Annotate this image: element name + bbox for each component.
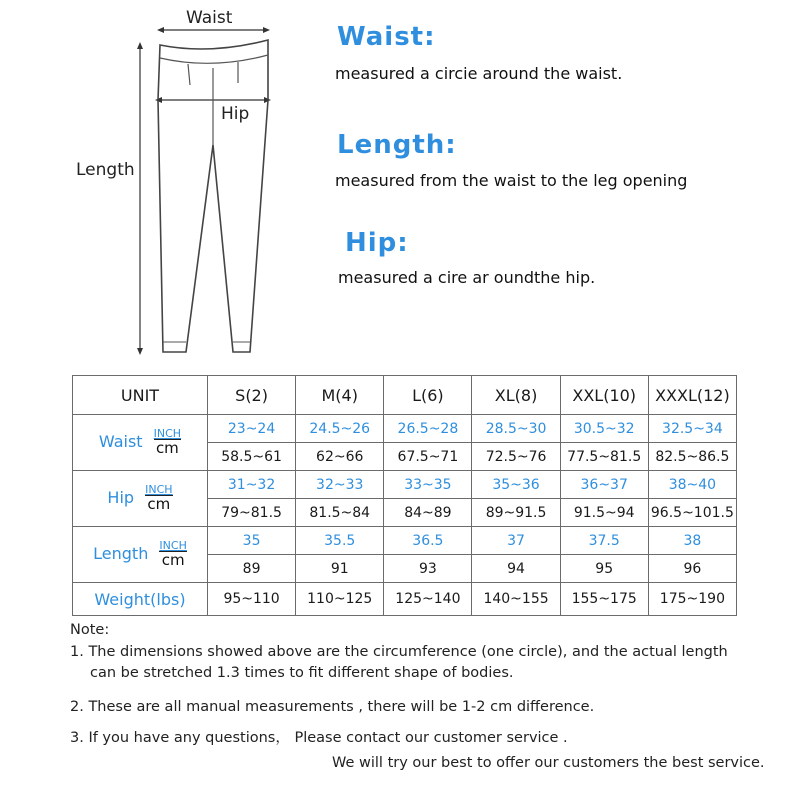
table-cell: 125~140 bbox=[384, 583, 472, 616]
length-heading: Length: bbox=[337, 130, 457, 160]
table-cell: 67.5~71 bbox=[384, 443, 472, 471]
table-cell: 84~89 bbox=[384, 499, 472, 527]
table-row-hip-inch bbox=[73, 471, 737, 499]
table-cell: 36~37 bbox=[560, 471, 648, 499]
table-cell: 38~40 bbox=[648, 471, 736, 499]
unit-header: UNIT bbox=[73, 376, 208, 415]
table-cell: 94 bbox=[472, 555, 560, 583]
table-cell: 32.5~34 bbox=[648, 415, 736, 443]
note-item-1-continued: can be stretched 1.3 times to fit different shape of bodies. bbox=[90, 665, 514, 681]
waist-description: measured a circie around the waist. bbox=[335, 64, 623, 83]
pants-illustration bbox=[0, 0, 320, 365]
unit-inch: INCH bbox=[159, 538, 187, 552]
unit-cm: cm bbox=[159, 551, 186, 569]
table-row-length-inch bbox=[73, 527, 737, 555]
row-label-text: Hip bbox=[107, 488, 135, 507]
size-header: XL(8) bbox=[472, 376, 560, 415]
table-cell: 95~110 bbox=[208, 583, 296, 616]
table-cell: 77.5~81.5 bbox=[560, 443, 648, 471]
table-cell: 96.5~101.5 bbox=[648, 499, 736, 527]
table-cell: 35 bbox=[208, 527, 296, 555]
table-cell: 38 bbox=[648, 527, 736, 555]
table-cell: 32~33 bbox=[296, 471, 384, 499]
table-cell: 23~24 bbox=[208, 415, 296, 443]
table-cell: 24.5~26 bbox=[296, 415, 384, 443]
size-header: S(2) bbox=[208, 376, 296, 415]
notes-title: Note: bbox=[70, 622, 110, 638]
size-header: M(4) bbox=[296, 376, 384, 415]
table-cell: 30.5~32 bbox=[560, 415, 648, 443]
table-cell: 155~175 bbox=[560, 583, 648, 616]
table-cell: 82.5~86.5 bbox=[648, 443, 736, 471]
row-label-waist bbox=[73, 415, 208, 471]
table-cell: 93 bbox=[384, 555, 472, 583]
table-cell: 140~155 bbox=[472, 583, 560, 616]
hip-label: Hip bbox=[221, 104, 250, 124]
table-cell: 37 bbox=[472, 527, 560, 555]
note-item-1: 1. The dimensions showed above are the circumference (one circle), and the actual length bbox=[70, 644, 728, 660]
size-header: XXL(10) bbox=[560, 376, 648, 415]
table-cell: 91.5~94 bbox=[560, 499, 648, 527]
hip-heading: Hip: bbox=[345, 228, 409, 258]
size-header: XXXL(12) bbox=[648, 376, 736, 415]
unit-inch: INCH bbox=[153, 426, 182, 440]
table-cell: 62~66 bbox=[296, 443, 384, 471]
unit-inch: INCH bbox=[145, 482, 173, 496]
size-chart-table bbox=[72, 375, 737, 616]
table-cell: 96 bbox=[648, 555, 736, 583]
table-cell: 175~190 bbox=[648, 583, 736, 616]
table-cell: 37.5 bbox=[560, 527, 648, 555]
note-item-3: 3. If you have any questions， Please contact our customer service . bbox=[70, 730, 568, 746]
hip-description: measured a cire ar oundthe hip. bbox=[338, 268, 596, 287]
table-cell: 89~91.5 bbox=[472, 499, 560, 527]
table-cell: 95 bbox=[560, 555, 648, 583]
unit-cm: cm bbox=[145, 495, 172, 513]
closing-message: We will try our best to offer our customers the best service. bbox=[332, 755, 765, 771]
table-cell: 31~32 bbox=[208, 471, 296, 499]
table-cell: 110~125 bbox=[296, 583, 384, 616]
note-item-2: 2. These are all manual measurements , there will be 1-2 cm difference. bbox=[70, 699, 595, 715]
table-cell: 36.5 bbox=[384, 527, 472, 555]
table-cell: 91 bbox=[296, 555, 384, 583]
table-cell: 58.5~61 bbox=[208, 443, 296, 471]
row-label-length bbox=[73, 527, 208, 583]
row-label-hip bbox=[73, 471, 208, 527]
unit-indicator bbox=[154, 428, 181, 457]
row-label-text: Waist bbox=[98, 432, 143, 451]
table-cell: 35.5 bbox=[296, 527, 384, 555]
unit-indicator bbox=[159, 540, 186, 569]
unit-cm: cm bbox=[154, 439, 181, 457]
size-header: L(6) bbox=[384, 376, 472, 415]
table-cell: 35~36 bbox=[472, 471, 560, 499]
length-label: Length bbox=[76, 160, 135, 180]
table-cell: 81.5~84 bbox=[296, 499, 384, 527]
length-description: measured from the waist to the leg opening bbox=[335, 171, 688, 190]
table-cell: 26.5~28 bbox=[384, 415, 472, 443]
row-label-text: Length bbox=[93, 544, 149, 563]
table-header-row bbox=[73, 376, 737, 415]
table-cell: 79~81.5 bbox=[208, 499, 296, 527]
waist-label: Waist bbox=[186, 8, 233, 28]
unit-indicator bbox=[145, 484, 172, 513]
row-label-weight: Weight(lbs) bbox=[73, 583, 208, 616]
table-cell: 89 bbox=[208, 555, 296, 583]
pants-diagram bbox=[0, 0, 320, 365]
table-row-waist-inch bbox=[73, 415, 737, 443]
waist-heading: Waist: bbox=[337, 22, 436, 52]
table-cell: 33~35 bbox=[384, 471, 472, 499]
table-cell: 72.5~76 bbox=[472, 443, 560, 471]
table-cell: 28.5~30 bbox=[472, 415, 560, 443]
table-row-weight bbox=[73, 583, 737, 616]
